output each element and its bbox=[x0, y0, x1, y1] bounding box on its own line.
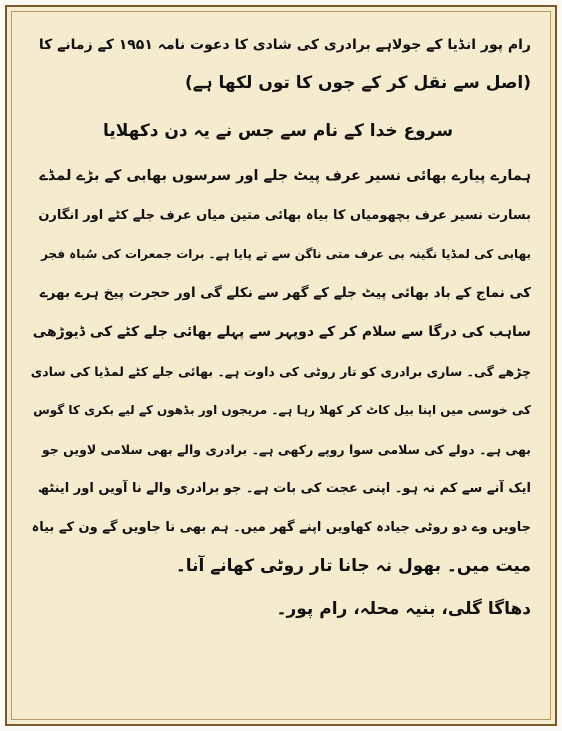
body-line: چڑھے گی۔ ساری برادری کو تار روٹی کی داوت ہے۔ بھائی جلے کٹے لمڈیا کی سادی bbox=[30, 364, 531, 379]
body-line: جاویں وے دو روٹی جیادہ کھاویں اپنے گھر میں۔ ہم بھی نا جاویں گے ون کے بیاہ bbox=[31, 520, 531, 535]
body-line: بھابی کی لمڈیا نگینہ بی عرف متی ناگن سے تے پایا ہے۔ برات جمعرات کی سُباہ فجر bbox=[41, 247, 531, 261]
body-line: بسارت نسیر عرف بچھومیاں کا بیاہ بھائی متین میاں عرف جلے کٹے اور انگارن bbox=[38, 208, 531, 223]
body-line: ہمارے پیارے بھائی نسیر عرف پیٹ جلے اور سرسوں بھابی کے بڑے لمڈے bbox=[39, 168, 531, 184]
body-line: ساہب کی درگا سے سلام کر کے دوپہر سے پہلے بھائی جلے کٹے کی ڈیوڑھی bbox=[32, 324, 531, 340]
heading-line-2: (اصل سے نقل کر کے جوں کا توں لکھا ہے) bbox=[184, 73, 531, 93]
body-line: میت میں۔ بھول نہ جانا تار روٹی کھانے آنا۔ bbox=[175, 556, 531, 576]
body-line: کی نماج کے باد بھائی پیٹ جلے کے گھر سے نکلے گی اور حجرت پیخ ہرے بھرے bbox=[39, 285, 531, 301]
body-line: بھی ہے۔ دولے کی سلامی سوا روپے رکھی ہے۔ برادری والے بھی سلامی لاویں جو bbox=[41, 442, 531, 457]
body-line: کی خوسی میں اپنا بیل کاٹ کر کھلا رہا ہے۔ مریجوں اور بڈھوں کے لیے بکری کا گوس bbox=[33, 403, 531, 417]
document-text bbox=[25, 29, 537, 629]
address-line: دھاگا گلی، بنیہ محلہ، رام پور۔ bbox=[276, 599, 531, 619]
document-frame bbox=[5, 5, 557, 726]
body-line: ایک آنے سے کم نہ ہو۔ اپنی عجت کی بات ہے۔ جو برادری والے نا آویں اور اینٹھ bbox=[37, 481, 531, 496]
heading-line-1: رام پور انڈیا کے جولاہے برادری کی شادی کا دعوت نامہ ۱۹۵۱ کے زمانے کا bbox=[38, 37, 531, 53]
opening-invocation: سروع خدا کے نام سے جس نے یہ دن دکھلایا bbox=[102, 121, 454, 141]
